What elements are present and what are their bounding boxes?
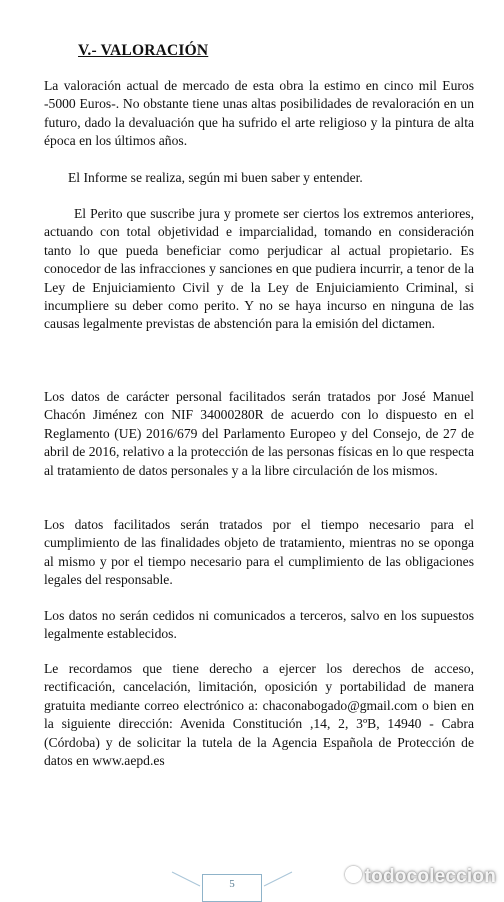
paragraph-data-retention: Los datos facilitados serán tratados por el tiempo necesario para el cumplimiento de las finalidades objeto de tratamiento, mientras no se oponga al mismo y por el tiempo necesario para el cumplimiento de las obligaciones legales del responsable.: [44, 517, 474, 588]
watermark: [345, 866, 496, 888]
section-title: V.- VALORACIÓN: [78, 42, 209, 59]
paragraph-data-rights: Le recordamos que tiene derecho a ejercer los derechos de acceso, rectificación, cancelación, limitación, oposición y portabilidad de manera gratuita mediante correo electrónico a: chaconabogado@gmail.com o bien en la siguiente dirección: Avenida Constitución ,14, 2, 3ºB, 14940 - Cabra (Córdoba) y de solicitar la tutela de la Agencia Española de Protección de datos en www.aepd.es: [44, 661, 474, 769]
paragraph-report-statement: El Informe se realiza, según mi buen saber y entender.: [68, 170, 363, 185]
watermark-text: todocoleccion: [364, 866, 496, 887]
watermark-logo-icon: [345, 866, 362, 883]
paragraph-expert-oath: El Perito que suscribe jura y promete ser ciertos los extremos anteriores, actuando con total objetividad e imparcialidad, tomando en consideración tanto lo que pueda beneficiar como perjudicar al actual propietario. Es conocedor de las infracciones y sanciones en que pudiera incurrir, a tenor de la Ley de Enjuiciamiento Civil y de la Ley de Enjuiciamiento Criminal, si incumpliere su deber como perito. Y no se haya incurso en ninguna de las causas legalmente previstas de abstención para la emisión del dictamen.: [44, 206, 474, 332]
page-number-footer: [170, 864, 294, 894]
page-number: 5: [202, 874, 262, 902]
paragraph-data-processing: Los datos de carácter personal facilitados serán tratados por José Manuel Chacón Jiménez con NIF 34000280R de acuerdo con lo dispuesto en el Reglamento (UE) 2016/679 del Parlamento Europeo y del Consejo, de 27 de abril de 2016, relativo a la protección de las personas físicas en lo que respecta al tratamiento de datos personales y a la libre circulación de los mismos.: [44, 389, 474, 478]
paragraph-data-sharing: Los datos no serán cedidos ni comunicados a terceros, salvo en los supuestos legalmente establecidos.: [44, 608, 474, 642]
paragraph-valuation: La valoración actual de mercado de esta obra la estimo en cinco mil Euros -5000 Euros-. No obstante tiene unas altas posibilidades de revaloración en un futuro, dado la devaluación que ha sufrido el arte religioso y la pintura de alta época en los últimos años.: [44, 78, 474, 149]
